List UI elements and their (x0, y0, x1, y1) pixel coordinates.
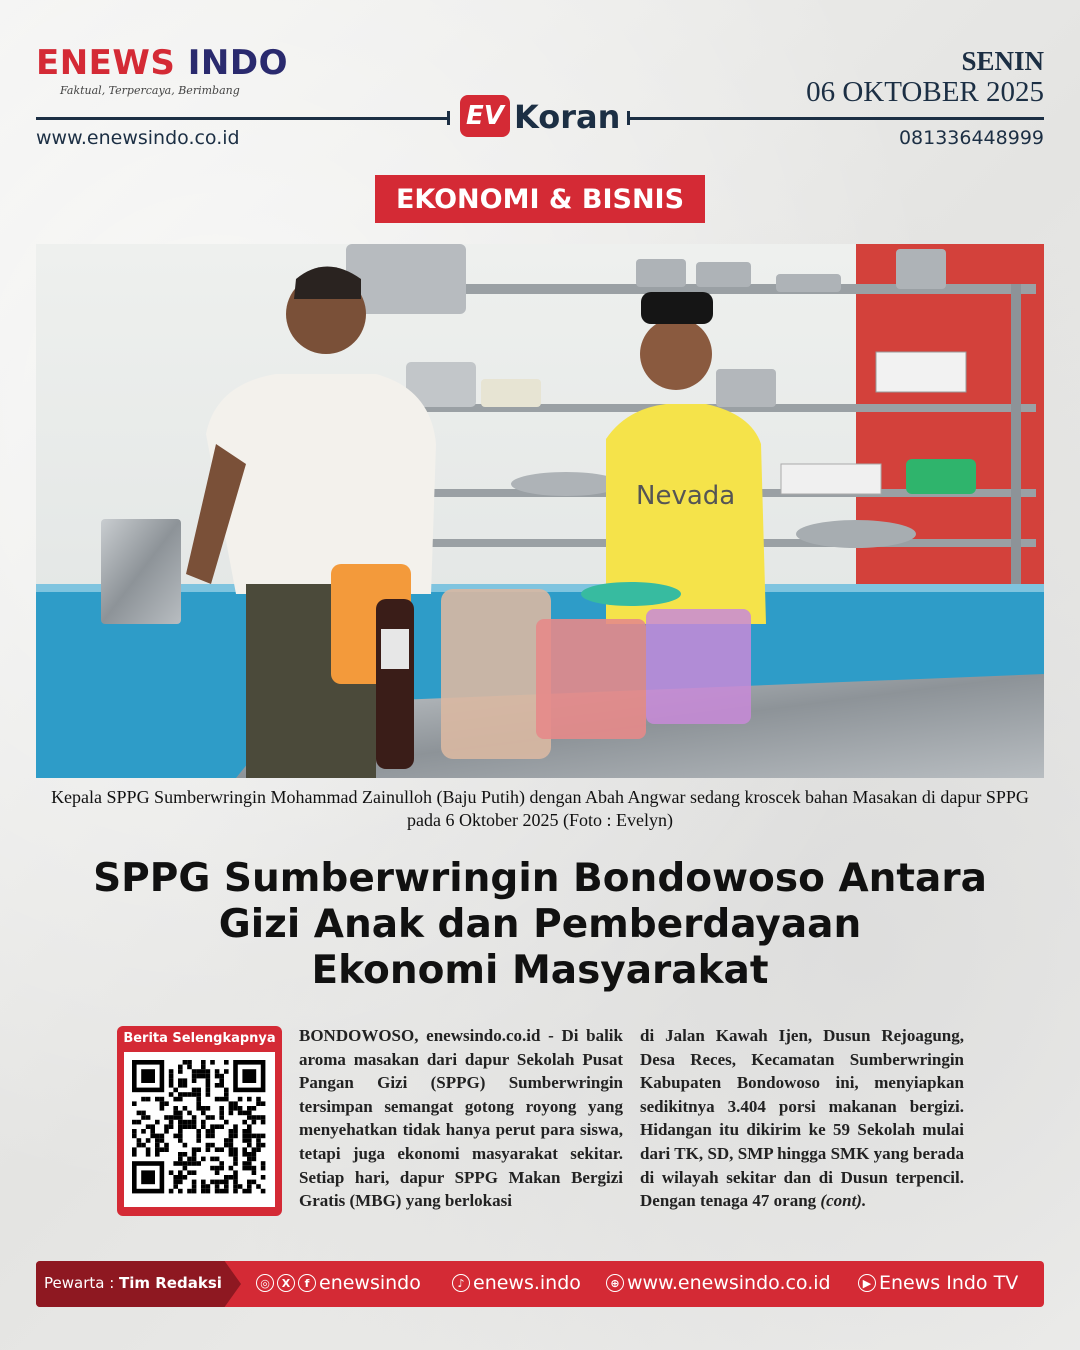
headline-line3: Ekonomi Masyarakat (311, 948, 769, 993)
qr-title: Berita Selengkapnya (123, 1031, 276, 1046)
section-badge: EKONOMI & BISNIS (375, 175, 705, 223)
article-column-2-text: di Jalan Kawah Ijen, Dusun Rejoagung, Desa Reces, Kecamatan Sumberwringin Kabupaten Bondowoso ini, menyiapkan sedikitnya 3.404 porsi makanan bergizi. Hidangan itu dikirim ke 59 Sekolah mulai dari TK, SD, SMP hingga SMK yang berada di wilayah sekitar dan di Dusun terpencil. Dengan tenaga 47 orang (640, 1026, 964, 1211)
edition-label: Koran (514, 98, 621, 136)
qr-code-icon[interactable] (124, 1052, 275, 1207)
ev-logo-icon: EV (460, 95, 510, 137)
website-link[interactable]: www.enewsindo.co.id (36, 127, 240, 149)
date-label: 06 OKTOBER 2025 (806, 76, 1044, 108)
social-handle-text: enewsindo (319, 1272, 421, 1294)
article-column-1: BONDOWOSO, enewsindo.co.id - Di balik aroma masakan dari dapur Sekolah Pusat Pangan Gizi (SPPG) Sumberwringin tersimpan semangat gotong royong yang menyehatkan tidak hanya perut para siswa, tetapi juga ekonomi masyarakat sekitar. Setiap hari, dapur SPPG Makan Bergizi Gratis (MBG) yang berlokasi (299, 1026, 623, 1211)
svg-text:Nevada: Nevada (636, 481, 736, 511)
facebook-icon: f (298, 1274, 316, 1292)
author-label: Pewarta : (44, 1274, 120, 1292)
brand-part2: INDO (175, 43, 288, 83)
instagram-icon: ◎ (256, 1274, 274, 1292)
tiktok-handle: enews.indo (473, 1272, 581, 1294)
photo-caption: Kepala SPPG Sumberwringin Mohammad Zainulloh (Baju Putih) dengan Abah Angwar sedang kroscek bahan Masakan di dapur SPPG pada 6 Oktober 2025 (Foto : Evelyn) (51, 787, 1029, 830)
globe-icon: ⊕ (606, 1274, 624, 1292)
tagline: Faktual, Terpercaya, Berimbang (60, 84, 240, 97)
youtube-icon: ▶ (858, 1274, 876, 1292)
day-label: SENIN (961, 46, 1044, 76)
website-footer-text: www.enewsindo.co.id (627, 1272, 831, 1294)
phone-number: 081336448999 (898, 127, 1044, 149)
header-rule-left (36, 117, 450, 120)
rule-cap-right (627, 111, 630, 125)
headline-line2: Gizi Anak dan Pemberdayaan (218, 902, 862, 947)
header-rule-right (628, 117, 1044, 120)
youtube-channel: Enews Indo TV (879, 1272, 1019, 1294)
social-handles[interactable] (256, 1272, 421, 1294)
author-name: Tim Redaksi (119, 1274, 222, 1292)
article-column-2 (640, 1024, 964, 1213)
x-icon: X (277, 1274, 295, 1292)
headline (30, 856, 1050, 994)
author-credit (44, 1274, 222, 1292)
article-photo (36, 244, 1044, 778)
tiktok-icon: ♪ (452, 1274, 470, 1292)
tiktok-link[interactable] (452, 1272, 581, 1294)
brand-logo (36, 43, 288, 83)
website-footer-link[interactable] (606, 1272, 831, 1294)
continued-marker: (cont). (820, 1191, 867, 1211)
headline-line1: SPPG Sumberwringin Bondowoso Antara (93, 856, 987, 901)
brand-part1: ENEWS (36, 43, 176, 83)
youtube-link[interactable] (858, 1272, 1018, 1294)
